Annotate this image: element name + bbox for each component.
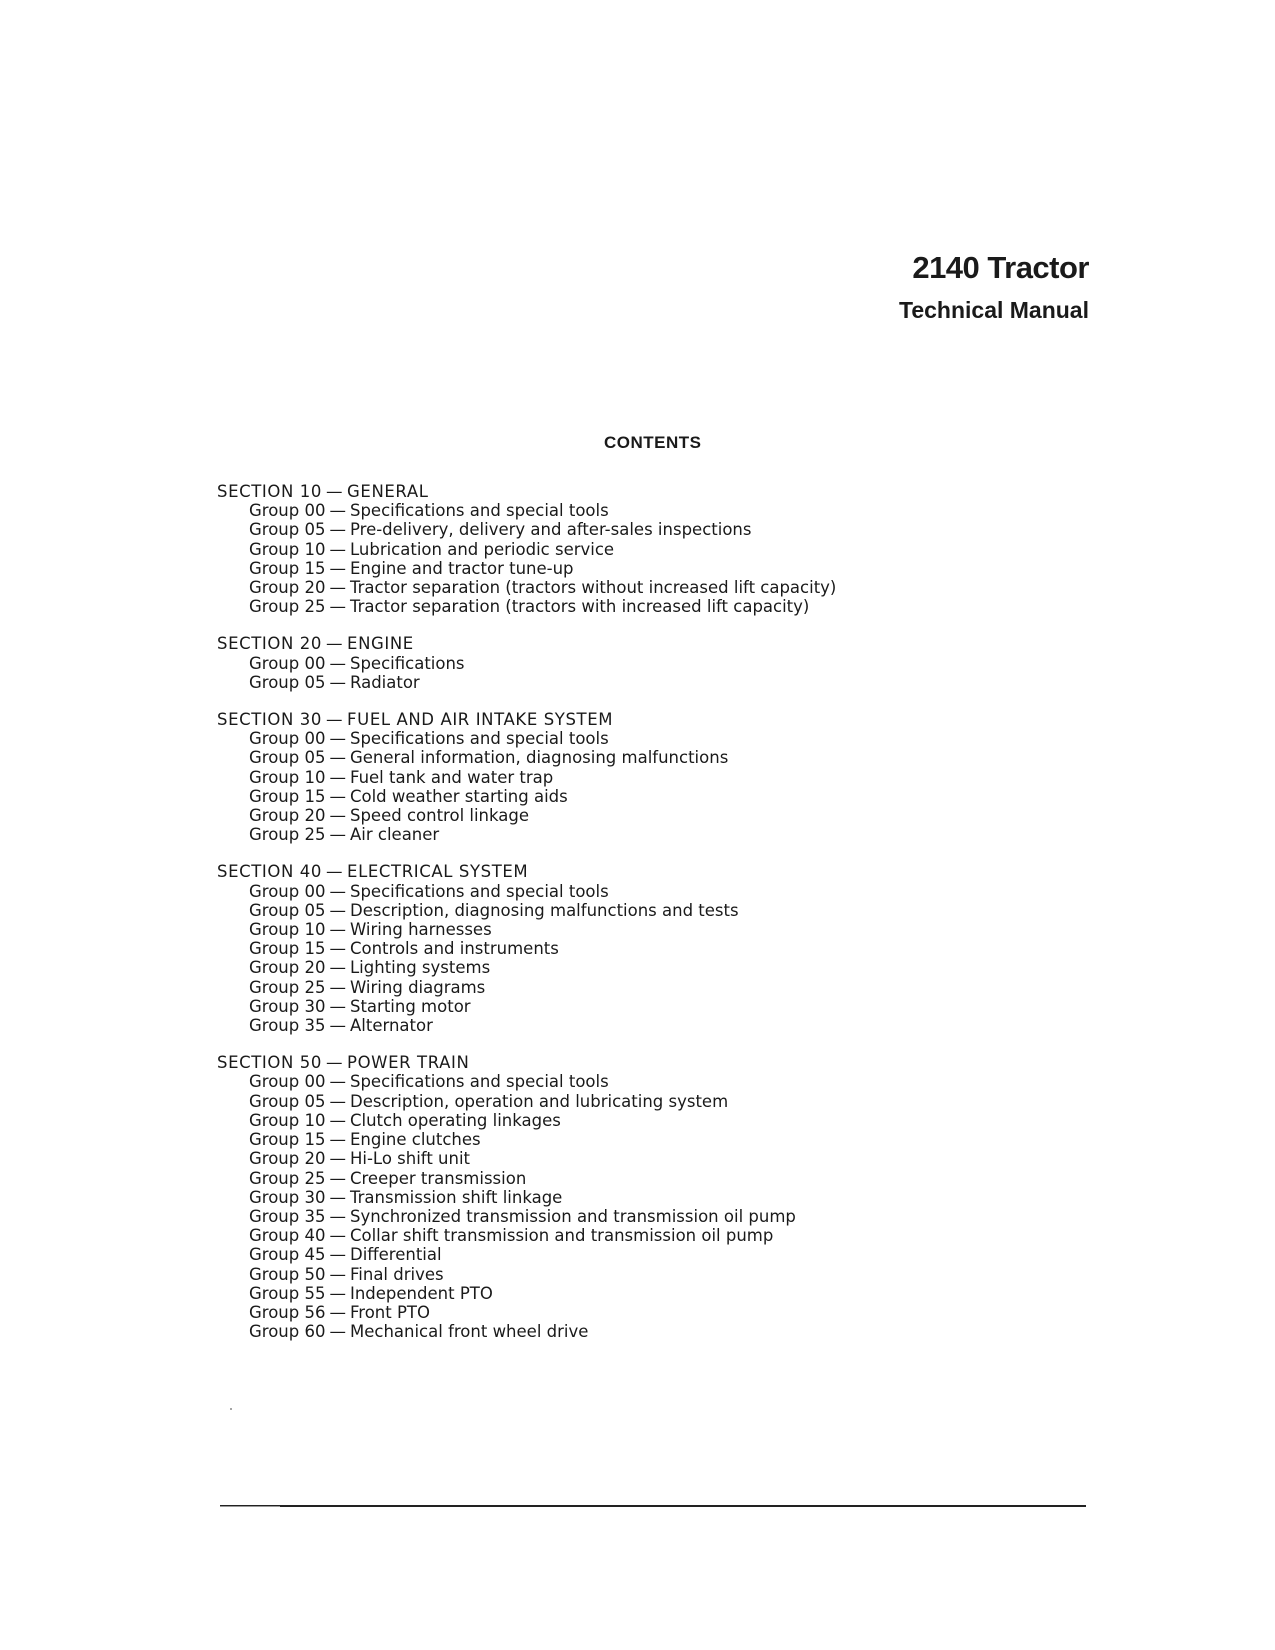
group-entry [217, 1284, 836, 1303]
group-number: Group 20 [249, 578, 326, 598]
group-title: Starting motor [349, 996, 471, 1016]
section-label: SECTION 20 [217, 634, 322, 654]
group-number: Group 15 [249, 786, 326, 806]
group-title: Front PTO [349, 1302, 430, 1322]
section-name: ELECTRICAL SYSTEM [347, 862, 529, 882]
dash-separator: — [329, 1283, 346, 1303]
dash-separator: — [329, 597, 346, 617]
group-number: Group 56 [249, 1302, 326, 1322]
group-entry [217, 787, 836, 806]
group-entry [217, 806, 836, 825]
group-title: Lighting systems [349, 958, 491, 978]
group-number: Group 25 [249, 597, 326, 617]
group-number: Group 45 [249, 1245, 326, 1265]
group-entry [217, 501, 836, 520]
group-entry [217, 578, 836, 597]
dash-separator: — [329, 1149, 346, 1169]
group-entry [217, 673, 836, 692]
toc-section [217, 710, 836, 844]
dash-separator: — [329, 1072, 346, 1092]
group-title: Radiator [349, 672, 420, 692]
group-number: Group 20 [249, 958, 326, 978]
group-entry [217, 920, 836, 939]
dash-separator: — [329, 1226, 346, 1246]
group-number: Group 05 [249, 672, 326, 692]
toc-section [217, 1053, 836, 1341]
dash-separator: — [329, 1302, 346, 1322]
group-entry [217, 882, 836, 901]
group-title: Specifications and special tools [349, 729, 609, 749]
group-title: Specifications and special tools [349, 881, 609, 901]
section-heading [217, 482, 836, 501]
group-number: Group 20 [249, 1149, 326, 1169]
dash-separator: — [325, 862, 344, 882]
dash-separator: — [329, 1187, 346, 1207]
group-number: Group 25 [249, 825, 326, 845]
group-entry [217, 1130, 836, 1149]
group-title: General information, diagnosing malfunctions [349, 748, 729, 768]
section-heading [217, 634, 836, 653]
group-title: Pre-delivery, delivery and after-sales inspections [349, 520, 752, 540]
group-title: Clutch operating linkages [349, 1110, 561, 1130]
group-title: Wiring harnesses [349, 920, 492, 940]
group-title: Description, operation and lubricating system [349, 1091, 729, 1111]
dash-separator: — [329, 1206, 346, 1226]
group-title: Tractor separation (tractors with increased lift capacity) [349, 597, 810, 617]
group-number: Group 55 [249, 1283, 326, 1303]
group-title: Independent PTO [349, 1283, 493, 1303]
group-entry [217, 1169, 836, 1188]
group-number: Group 15 [249, 939, 326, 959]
dash-separator: — [329, 748, 346, 768]
group-title: Alternator [349, 1016, 433, 1036]
group-title: Mechanical front wheel drive [349, 1322, 589, 1342]
group-number: Group 05 [249, 900, 326, 920]
dash-separator: — [329, 1110, 346, 1130]
toc-section [217, 862, 836, 1035]
group-title: Specifications and special tools [349, 501, 609, 521]
dash-separator: — [329, 672, 346, 692]
group-number: Group 35 [249, 1016, 326, 1036]
title-block [899, 250, 1089, 324]
group-number: Group 00 [249, 881, 326, 901]
group-number: Group 15 [249, 1130, 326, 1150]
group-entry [217, 1265, 836, 1284]
footer-rule-faint [220, 1506, 280, 1507]
group-title: Engine clutches [349, 1130, 481, 1150]
section-label: SECTION 50 [217, 1053, 322, 1073]
section-name: POWER TRAIN [347, 1053, 470, 1073]
group-entry [217, 1072, 836, 1091]
section-label: SECTION 30 [217, 710, 322, 730]
group-title: Tractor separation (tractors without increased lift capacity) [349, 578, 837, 598]
group-entry [217, 825, 836, 844]
group-number: Group 00 [249, 653, 326, 673]
group-number: Group 00 [249, 501, 326, 521]
group-entry [217, 597, 836, 616]
group-title: Synchronized transmission and transmission oil pump [349, 1206, 796, 1226]
group-title: Description, diagnosing malfunctions and tests [349, 900, 739, 920]
group-number: Group 20 [249, 806, 326, 826]
group-title: Controls and instruments [349, 939, 559, 959]
group-number: Group 30 [249, 996, 326, 1016]
group-number: Group 25 [249, 1168, 326, 1188]
group-title: Engine and tractor tune-up [349, 558, 574, 578]
group-entry [217, 1111, 836, 1130]
group-entry [217, 520, 836, 539]
dash-separator: — [325, 1053, 344, 1073]
group-entry [217, 1188, 836, 1207]
group-title: Specifications and special tools [349, 1072, 609, 1092]
group-entry [217, 978, 836, 997]
group-entry [217, 768, 836, 787]
group-entry [217, 654, 836, 673]
group-entry [217, 559, 836, 578]
group-title: Creeper transmission [349, 1168, 527, 1188]
dash-separator: — [329, 806, 346, 826]
dash-separator: — [329, 539, 346, 559]
group-entry [217, 901, 836, 920]
group-number: Group 10 [249, 920, 326, 940]
dash-separator: — [329, 1016, 346, 1036]
group-number: Group 00 [249, 729, 326, 749]
group-title: Wiring diagrams [349, 977, 486, 997]
group-title: Specifications [349, 653, 465, 673]
dash-separator: — [329, 1245, 346, 1265]
group-title: Differential [349, 1245, 442, 1265]
group-number: Group 15 [249, 558, 326, 578]
group-title: Transmission shift linkage [349, 1187, 563, 1207]
dash-separator: — [329, 825, 346, 845]
group-title: Lubrication and periodic service [349, 539, 615, 559]
dash-separator: — [329, 977, 346, 997]
contents-heading: CONTENTS [604, 433, 702, 452]
section-name: ENGINE [347, 634, 414, 654]
group-number: Group 10 [249, 767, 326, 787]
group-entry [217, 939, 836, 958]
group-title: Fuel tank and water trap [349, 767, 554, 787]
group-number: Group 40 [249, 1226, 326, 1246]
document-title: 2140 Tractor [912, 250, 1089, 285]
dash-separator: — [325, 482, 344, 501]
dash-separator: — [329, 1264, 346, 1284]
section-heading [217, 862, 836, 881]
group-number: Group 50 [249, 1264, 326, 1284]
group-entry [217, 1226, 836, 1245]
group-entry [217, 1322, 836, 1341]
group-title: Final drives [349, 1264, 444, 1284]
dash-separator: — [329, 881, 346, 901]
group-entry [217, 1303, 836, 1322]
dash-separator: — [329, 1168, 346, 1188]
toc-section [217, 482, 836, 616]
dash-separator: — [329, 729, 346, 749]
dash-separator: — [329, 501, 346, 521]
scan-speck [230, 1408, 232, 1410]
dash-separator: — [329, 786, 346, 806]
dash-separator: — [329, 958, 346, 978]
group-number: Group 05 [249, 520, 326, 540]
dash-separator: — [329, 767, 346, 787]
toc-section [217, 634, 836, 692]
table-of-contents [217, 482, 836, 1359]
group-number: Group 10 [249, 1110, 326, 1130]
group-number: Group 25 [249, 977, 326, 997]
group-number: Group 35 [249, 1206, 326, 1226]
group-number: Group 05 [249, 748, 326, 768]
section-name: FUEL AND AIR INTAKE SYSTEM [347, 710, 614, 730]
dash-separator: — [325, 634, 344, 654]
dash-separator: — [329, 900, 346, 920]
group-entry [217, 729, 836, 748]
group-title: Speed control linkage [349, 806, 530, 826]
group-title: Collar shift transmission and transmission oil pump [349, 1226, 774, 1246]
group-entry [217, 540, 836, 559]
group-title: Cold weather starting aids [349, 786, 568, 806]
dash-separator: — [329, 520, 346, 540]
group-number: Group 05 [249, 1091, 326, 1111]
section-heading [217, 710, 836, 729]
group-entry [217, 1092, 836, 1111]
group-entry [217, 748, 836, 767]
dash-separator: — [329, 939, 346, 959]
dash-separator: — [329, 558, 346, 578]
dash-separator: — [325, 710, 344, 730]
group-number: Group 60 [249, 1322, 326, 1342]
group-entry [217, 1245, 836, 1264]
group-title: Hi-Lo shift unit [349, 1149, 471, 1169]
group-number: Group 00 [249, 1072, 326, 1092]
dash-separator: — [329, 578, 346, 598]
section-label: SECTION 40 [217, 862, 322, 882]
section-heading [217, 1053, 836, 1072]
dash-separator: — [329, 996, 346, 1016]
document-subtitle: Technical Manual [898, 297, 1089, 323]
group-entry [217, 958, 836, 977]
group-title: Air cleaner [349, 825, 440, 845]
group-entry [217, 997, 836, 1016]
group-number: Group 10 [249, 539, 326, 559]
section-name: GENERAL [347, 482, 429, 501]
dash-separator: — [329, 1130, 346, 1150]
dash-separator: — [329, 653, 346, 673]
group-entry [217, 1207, 836, 1226]
section-label: SECTION 10 [217, 482, 322, 501]
dash-separator: — [329, 920, 346, 940]
dash-separator: — [329, 1322, 346, 1342]
footer-rule [220, 1505, 1086, 1507]
group-entry [217, 1149, 836, 1168]
group-entry [217, 1016, 836, 1035]
dash-separator: — [329, 1091, 346, 1111]
group-number: Group 30 [249, 1187, 326, 1207]
